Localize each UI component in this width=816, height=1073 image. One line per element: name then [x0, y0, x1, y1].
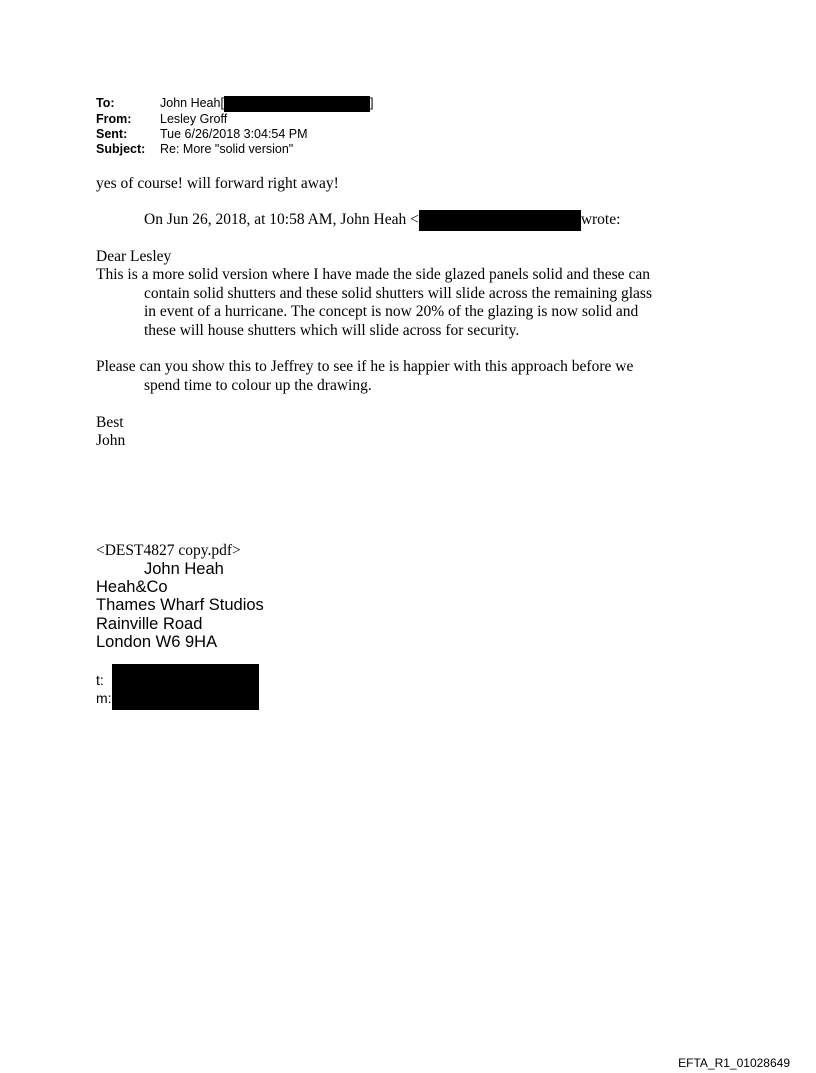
paragraph-line: these will house shutters which will slide across for security. [144, 321, 520, 339]
greeting: Dear Lesley [96, 248, 172, 265]
sent-label: Sent: [96, 127, 128, 141]
subject-label: Subject: [96, 142, 146, 156]
paragraph-2 [96, 358, 696, 395]
paragraph-line: contain solid shutters and these solid shutters will slide across the remaining glass [144, 284, 652, 302]
signature-address-line: Thames Wharf Studios [96, 596, 264, 615]
mobile-label: m: [96, 690, 112, 706]
redaction-box [224, 96, 370, 112]
quote-intro-suffix: wrote: [580, 211, 621, 228]
to-suffix: ] [369, 96, 374, 110]
redaction-box [419, 210, 581, 231]
to-label: To: [96, 96, 115, 110]
header-to-row [96, 96, 373, 112]
quote-intro-prefix: On Jun 26, 2018, at 10:58 AM, John Heah < [144, 211, 419, 228]
reply-text: yes of course! will forward right away! [96, 175, 339, 192]
redaction-box [112, 664, 259, 710]
paragraph-line: This is a more solid version where I have made the side glazed panels solid and these can [96, 266, 650, 283]
header-sent-row [96, 127, 373, 142]
signature-company: Heah&Co [96, 578, 168, 597]
attachment-name: <DEST4827 copy.pdf> [96, 542, 241, 559]
from-value: Lesley Groff [160, 112, 228, 126]
header-from-row [96, 112, 373, 127]
signature-address-line: London W6 9HA [96, 632, 218, 651]
signature-address-line: Rainville Road [96, 614, 203, 633]
signature-name: John Heah [144, 560, 224, 578]
sender-name: John [96, 432, 126, 449]
subject-value: Re: More "solid version" [160, 142, 294, 156]
from-label: From: [96, 112, 132, 126]
signature-block [96, 560, 264, 651]
quote-intro [144, 211, 620, 231]
sent-value: Tue 6/26/2018 3:04:54 PM [160, 127, 308, 141]
header-subject-row [96, 142, 373, 157]
paragraph-line: in event of a hurricane. The concept is now 20% of the glazing is now solid and [144, 303, 639, 320]
email-header [96, 96, 373, 157]
to-value: John Heah[ [160, 96, 224, 110]
paragraph-line: spend time to colour up the drawing. [144, 376, 372, 394]
phone-label: t: [96, 672, 104, 688]
paragraph-1 [96, 266, 696, 340]
document-id: EFTA_R1_01028649 [678, 1056, 790, 1070]
paragraph-line: Please can you show this to Jeffrey to see if he is happier with this approach before we [96, 358, 634, 375]
closing: Best [96, 414, 124, 431]
